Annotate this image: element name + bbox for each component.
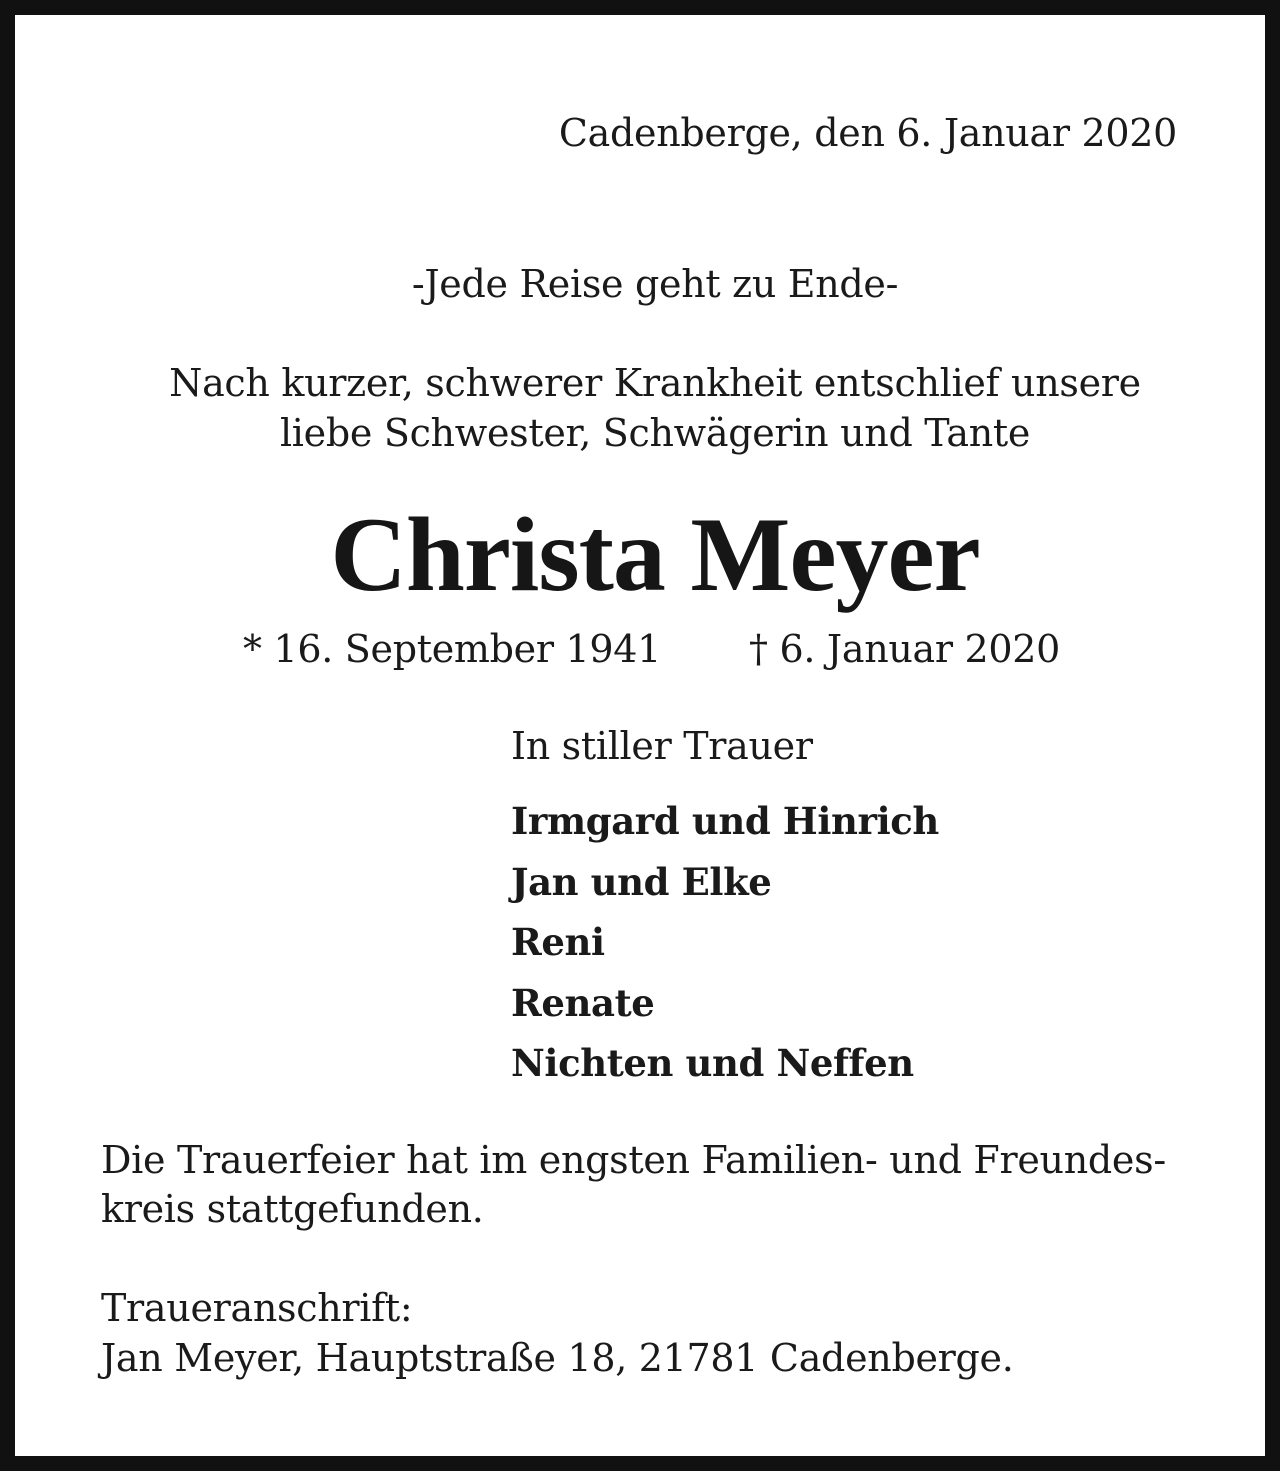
death-date: † 6. Januar 2020 [749, 627, 1061, 671]
place-date: Cadenberge, den 6. Januar 2020 [558, 111, 1177, 155]
mourning-phrase: In stiller Trauer [511, 724, 813, 768]
birth-date: * 16. September 1941 [243, 627, 661, 671]
mourner-item: Reni [511, 920, 605, 964]
address-value: Jan Meyer, Hauptstraße 18, 21781 Cadenberge. [101, 1336, 1014, 1380]
deceased-name: Christa Meyer [330, 496, 980, 613]
mourner-item: Irmgard und Hinrich [511, 799, 939, 843]
mourners-list [511, 791, 939, 1094]
motto: -Jede Reise geht zu Ende- [411, 262, 899, 306]
mourner-item: Nichten und Neffen [511, 1041, 914, 1085]
intro-line-1: Nach kurzer, schwerer Krankheit entschlief unsere [169, 361, 1141, 405]
mourner-item: Jan und Elke [511, 859, 772, 904]
funeral-note-line-2: kreis stattgefunden. [101, 1187, 484, 1231]
funeral-note-line-1: Die Trauerfeier hat im engsten Familien- und Freundes- [101, 1138, 1166, 1182]
mourner-item: Renate [511, 980, 655, 1025]
address-label: Traueranschrift: [101, 1286, 413, 1330]
intro-line-2: liebe Schwester, Schwägerin und Tante [279, 411, 1031, 455]
